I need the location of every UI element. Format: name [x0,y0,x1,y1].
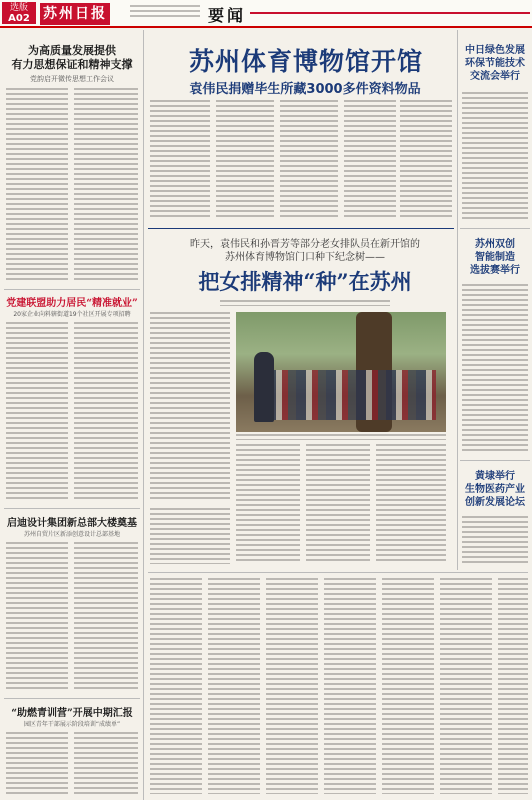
article-body [150,508,230,564]
left-story1-subhead: 党韵启开微传思想工作会议 [30,75,114,83]
article-body [400,100,452,220]
divider [460,228,530,229]
article-body [74,88,138,283]
left-story3-subhead: 苏州自贸片区新添创意设计总部基地 [23,531,120,538]
divider [4,289,140,290]
divider [4,698,140,699]
left-story3-headline[interactable]: 启迪设计集团新总部大楼奠基 [7,518,137,529]
divider [4,508,140,509]
article-body [6,88,68,283]
main-headline[interactable]: 苏州体育博物馆开馆 [188,47,423,76]
section-name: 要闻 [208,6,247,25]
article-body [208,578,260,794]
article-body [74,542,138,692]
article-body [498,578,528,794]
feature-kicker: 昨天，袁伟民和孙晋芳等部分老女排队员在新开馆的 苏州体育博物馆门口种下纪念树—— [190,239,420,263]
edition-badge[interactable] [2,2,36,24]
left-story1-headline[interactable]: 为高质量发展提供 有力思想保证和精神支撑 [11,44,133,71]
main-subtitle: 袁伟民捐赠毕生所藏3000多件资料物品 [189,82,421,97]
article-body [382,578,434,794]
article-body [6,322,68,502]
divider [148,572,528,573]
right-story3-headline[interactable]: 黄埭举行 生物医药产业 创新发展论坛 [465,471,525,508]
article-body [150,578,202,794]
left-story2-headline[interactable]: 党建联盟助力居民“精准就业” [6,298,138,309]
article-body [236,444,300,564]
masthead-rule [250,12,530,14]
feature-headline[interactable]: 把女排精神“种”在苏州 [198,269,412,294]
divider [460,460,530,461]
article-body [74,322,138,502]
article-body [266,578,318,794]
article-body [462,516,528,566]
article-body [440,578,492,794]
crowd-image [266,370,436,420]
paper-logo: 苏州日报 [40,3,110,25]
masthead [0,0,532,28]
article-body [462,284,528,454]
column-divider [143,30,144,800]
left-story2-subhead: 20家企业向料辖街道19个社区开展专项招聘 [13,311,131,318]
article-body [324,578,376,794]
article-body [74,732,138,794]
article-body [344,100,396,220]
right-story2-headline[interactable]: 苏州双创 智能制造 选拔赛举行 [470,239,520,276]
article-body [280,100,338,220]
article-body [376,444,446,564]
article-body [6,732,68,794]
left-story4-subhead: 园区青年干部展示阶段培训“成绩单” [23,721,121,728]
edition-label: 选版 [9,3,28,13]
article-body [150,312,230,502]
article-body [306,444,370,564]
article-body [150,100,210,220]
divider [148,228,454,229]
article-body [462,92,528,222]
page-number: A02 [8,13,30,24]
person-image [254,352,274,422]
news-photo[interactable] [236,312,446,432]
right-story1-headline[interactable]: 中日绿色发展 环保节能技术 交流会举行 [465,45,525,82]
article-body [216,100,274,220]
left-story4-headline[interactable]: “助燃青训营”开展中期汇报 [11,708,133,719]
column-divider [457,30,458,570]
article-body [6,542,68,692]
